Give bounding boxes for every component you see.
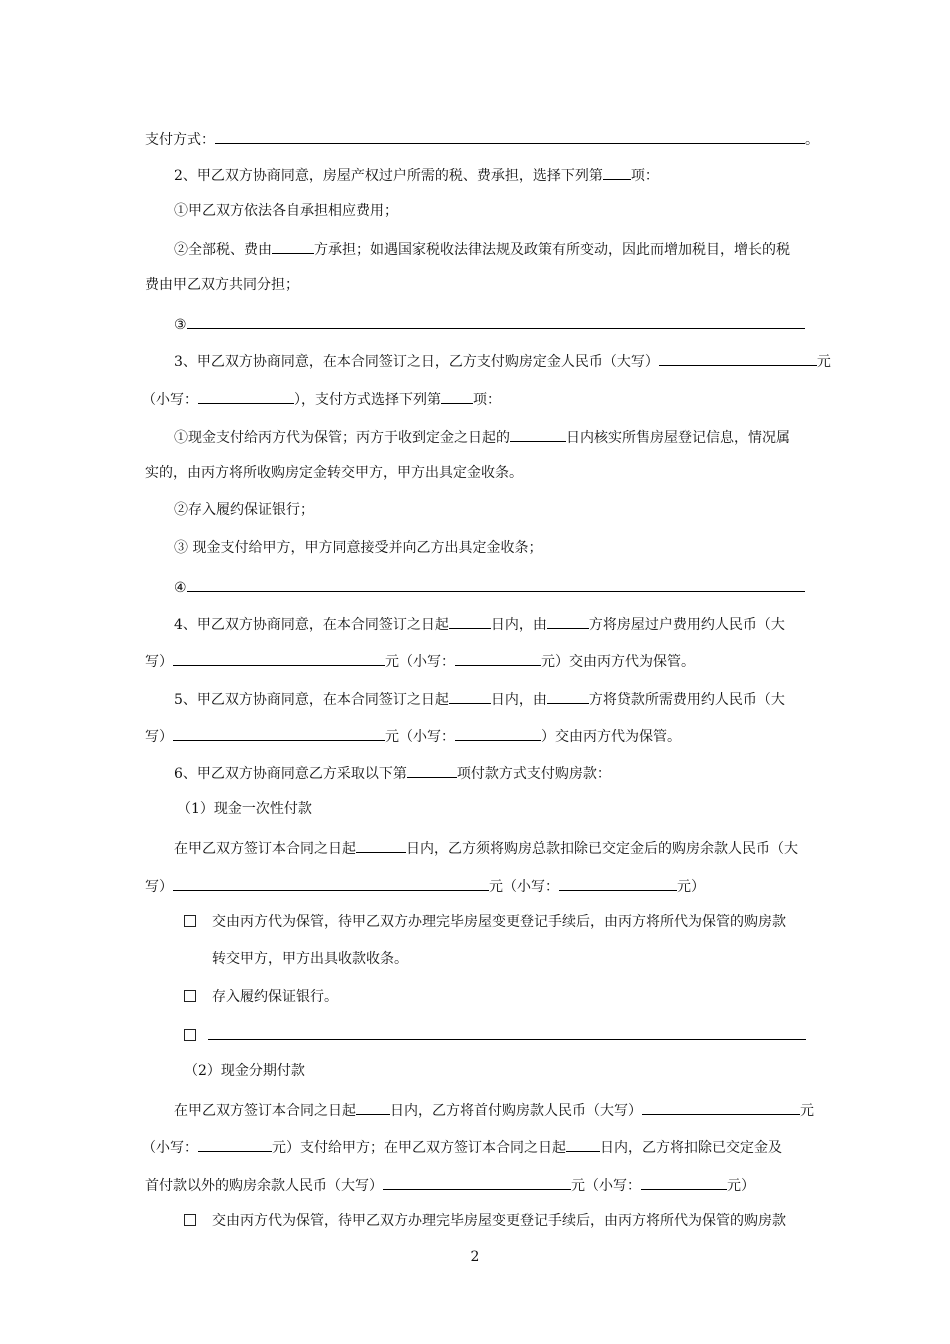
option-1-choice-escrow-cont: 转交甲方，甲方出具收款收条。: [212, 951, 408, 967]
down-payment-days-field[interactable]: [356, 1099, 390, 1115]
full-payment-uppercase-field[interactable]: [173, 875, 489, 891]
full-payment-days-field[interactable]: [356, 837, 406, 853]
clause-2-line: 2、甲乙双方协商同意，房屋产权过户所需的税、费承担，选择下列第 项：: [174, 164, 659, 184]
tax-bearer-field[interactable]: [272, 238, 314, 254]
down-payment-lowercase-field[interactable]: [198, 1136, 272, 1152]
option-2-heading: （2）现金分期付款: [184, 1063, 305, 1079]
option-2-choice-escrow[interactable]: 交由丙方代为保管，待甲乙双方办理完毕房屋变更登记手续后，由丙方将所代为保管的购房款: [184, 1211, 786, 1231]
loan-fee-lowercase-field[interactable]: [455, 725, 541, 741]
clause-2-option-3-field[interactable]: [187, 313, 805, 329]
clause-3-option-1: ①现金支付给丙方代为保管；丙方于收到定金之日起的 日内核实所售房屋登记信息，情况属: [174, 426, 790, 446]
deposit-uppercase-field[interactable]: [659, 350, 817, 366]
clause-2-option-3: ③: [174, 313, 805, 333]
option-1-heading: （1）现金一次性付款: [177, 801, 312, 817]
page-number: 2: [470, 1249, 480, 1265]
checkbox[interactable]: [184, 1214, 196, 1226]
clause-3-option-1-cont: 实的，由丙方将所收购房定金转交甲方，甲方出具定金收条。: [145, 465, 523, 481]
clause-2-option-1: ①甲乙双方依法各自承担相应费用；: [174, 203, 398, 219]
clause-2-option-2: ②全部税、费由 方承担；如遇国家税收法律法规及政策有所变动，因此而增加税目，增长的税: [174, 238, 790, 258]
verify-days-field[interactable]: [510, 426, 566, 442]
full-payment-lowercase-field[interactable]: [559, 875, 677, 891]
clause-4-line-cont: 写） 元（小写： 元）交由丙方代为保管。: [145, 650, 695, 670]
checkbox[interactable]: [184, 1029, 196, 1041]
option-2-line-cont-2: 首付款以外的购房余款人民币（大写） 元（小写： 元）: [145, 1174, 755, 1194]
clause-5-line: 5、甲乙双方协商同意，在本合同签订之日起 日内，由 方将贷款所需费用约人民币（大: [174, 688, 785, 708]
checkbox[interactable]: [184, 915, 196, 927]
transfer-fee-party-field[interactable]: [547, 613, 589, 629]
clause-2-option-field[interactable]: [603, 164, 631, 180]
loan-fee-days-field[interactable]: [449, 688, 491, 704]
option-1-line: 在甲乙双方签订本合同之日起 日内，乙方须将购房总款扣除已交定金后的购房余款人民币（大: [174, 837, 798, 857]
deposit-lowercase-field[interactable]: [198, 388, 294, 404]
option-1-choice-other[interactable]: [184, 1024, 806, 1044]
payment-method-line: 支付方式： 。: [145, 128, 819, 148]
clause-3-line: 3、甲乙双方协商同意，在本合同签订之日，乙方支付购房定金人民币（大写） 元: [174, 350, 831, 370]
balance-uppercase-field[interactable]: [383, 1174, 571, 1190]
payment-method-label: 支付方式：: [145, 132, 215, 148]
clause-3-line-cont: （小写： ），支付方式选择下列第 项：: [142, 388, 501, 408]
transfer-fee-lowercase-field[interactable]: [455, 650, 541, 666]
down-payment-uppercase-field[interactable]: [642, 1099, 800, 1115]
clause-4-line: 4、甲乙双方协商同意，在本合同签订之日起 日内，由 方将房屋过户费用约人民币（大: [174, 613, 785, 633]
clause-3-option-4-field[interactable]: [187, 576, 805, 592]
payment-method-field[interactable]: [215, 128, 805, 144]
loan-fee-uppercase-field[interactable]: [173, 725, 385, 741]
checkbox[interactable]: [184, 990, 196, 1002]
option-1-choice-bank[interactable]: 存入履约保证银行。: [184, 987, 338, 1007]
clause-3-option-2: ②存入履约保证银行；: [174, 502, 314, 518]
clause-5-line-cont: 写） 元（小写： ）交由丙方代为保管。: [145, 725, 681, 745]
payment-option-field[interactable]: [407, 762, 457, 778]
option-1-line-cont: 写） 元（小写： 元）: [145, 875, 705, 895]
option-2-line: 在甲乙双方签订本合同之日起 日内，乙方将首付购房款人民币（大写） 元: [174, 1099, 814, 1119]
transfer-fee-days-field[interactable]: [449, 613, 491, 629]
option-1-choice-escrow[interactable]: 交由丙方代为保管，待甲乙双方办理完毕房屋变更登记手续后，由丙方将所代为保管的购房款: [184, 912, 786, 932]
balance-lowercase-field[interactable]: [641, 1174, 727, 1190]
clause-6-line: 6、甲乙双方协商同意乙方采取以下第 项付款方式支付购房款：: [174, 762, 611, 782]
option-1-other-field[interactable]: [208, 1024, 806, 1040]
clause-2-option-2-cont: 费由甲乙双方共同分担；: [145, 277, 299, 293]
balance-days-field[interactable]: [566, 1136, 600, 1152]
clause-3-option-4: ④: [174, 576, 805, 596]
deposit-method-option-field[interactable]: [441, 388, 473, 404]
clause-3-option-3: ③ 现金支付给甲方，甲方同意接受并向乙方出具定金收条；: [174, 540, 543, 556]
loan-fee-party-field[interactable]: [547, 688, 589, 704]
option-2-line-cont: （小写： 元）支付给甲方；在甲乙双方签订本合同之日起 日内，乙方将扣除已交定金及: [142, 1136, 782, 1156]
transfer-fee-uppercase-field[interactable]: [173, 650, 385, 666]
